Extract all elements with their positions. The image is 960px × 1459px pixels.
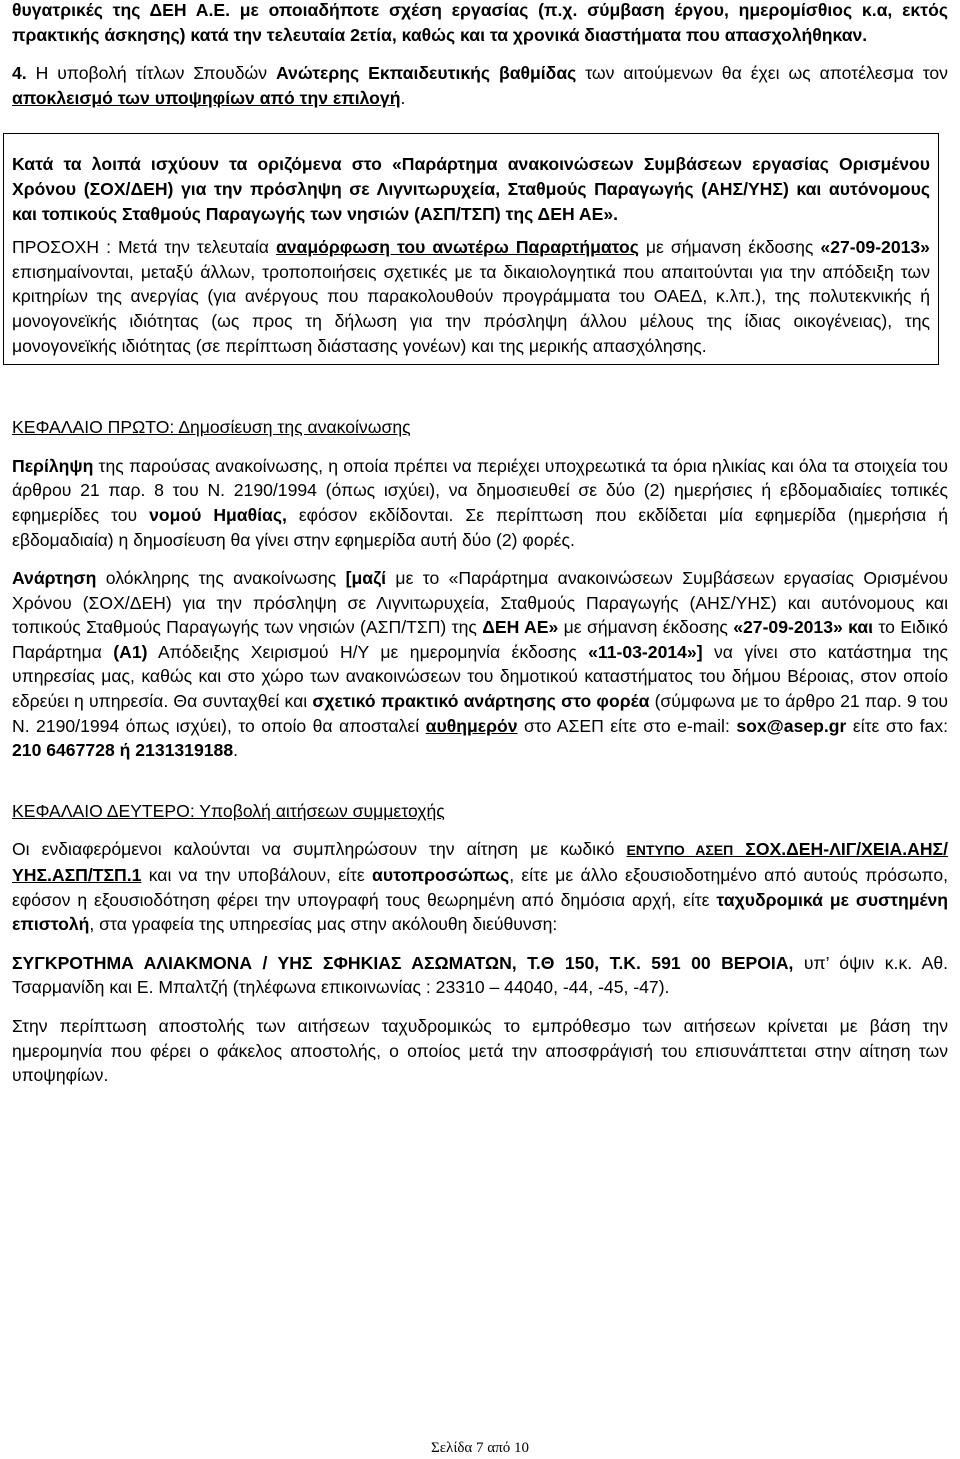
- notice-paragraph-1: Κατά τα λοιπά ισχύουν τα οριζόμενα στο «Παράρτημα ανακοινώσεων Συμβάσεων εργασίας Ορισμένου Χρόνου (ΣΟΧ/ΔΕΗ) για την πρόσληψη σε Λιγνιτωρυχεία, Σταθμούς Παραγωγής (ΑΗΣ/ΥΗΣ) και αυτόνομους και τοπικούς Σταθμούς Παραγωγής των νησιών (ΑΣΠ/ΤΣΠ) της ΔΕΗ ΑΕ».: [12, 154, 930, 224]
- attention-label: ΠΡΟΣΟΧΗ: [12, 237, 100, 258]
- notice-attention-paragraph: ΠΡΟΣΟΧΗ : Μετά την τελευταία αναμόρφωση του ανωτέρω Παραρτήματος με σήμανση έκδοσης «27-09-2013» επισημαίνονται, μεταξύ άλλων, τροποποιήσεις σχετικές με τα δικαιολογητικά που απαιτούνται για την απόδειξη των κριτηρίων της ανεργίας (για ανέργους που παρακολουθούν προγράμματα του ΟΑΕΔ, κ.λπ.), της πολυτεκνικής ή μονογονεϊκής ιδιότητας (ως προς τη δήλωση για την πρόσληψη άλλου μέλους της ίδιας οικογένειας), της μονογονεϊκής ιδιότητας (σε περίπτωση διάστασης γονέων) και της μερικής απασχόλησης.: [12, 237, 930, 356]
- document-page: [12, 0, 948, 1088]
- chapter-2-address-paragraph: ΣΥΓΚΡΟΤΗΜΑ ΑΛΙΑΚΜΟΝΑ / ΥΗΣ ΣΦΗΚΙΑΣ ΑΣΩΜΑΤΩΝ, Τ.Θ 150, Τ.Κ. 591 00 ΒΕΡΟΙΑ, υπ’ όψιν κ.κ. Αθ. Τσαρμανίδη και Ε. Μπαλτζή (τηλέφωνα επικοινωνίας : 23310 – 44040, -44, -45, -47).: [12, 952, 948, 998]
- notice-box: [3, 133, 939, 365]
- fax-numbers: 210 6467728 ή 2131319188: [12, 740, 234, 761]
- chapter-2-title: ΚΕΦΑΛΑΙΟ ΔΕΥΤΕΡΟ: Υποβολή αιτήσεων συμμετοχής: [12, 800, 445, 821]
- chapter-2-paragraph-1: Οι ενδιαφερόμενοι καλούνται να συμπληρώσουν την αίτηση με κωδικό ΕΝΤΥΠΟ ΑΣΕΠ ΣΟΧ.ΔΕΗ-ΛΙΓ/ΧΕΙΑ.ΑΗΣ/ΥΗΣ.ΑΣΠ/ΤΣΠ.1 και να την υποβάλουν, είτε αυτοπροσώπως, είτε με άλλο εξουσιοδοτημένο από αυτούς πρόσωπο, εφόσον η εξουσιοδότηση φέρει την υπογραφή τους θεωρημένη από δημόσια αρχή, είτε ταχυδρομικά με συστημένη επιστολή, στα γραφεία της υπηρεσίας μας στην ακόλουθη διεύθυνση:: [12, 839, 949, 935]
- page-label: Σελίδα: [431, 1440, 473, 1456]
- item-number: 4.: [12, 63, 27, 84]
- page-of: από: [487, 1440, 511, 1456]
- intro-text: θυγατρικές της ΔΕΗ Α.Ε. με οποιαδήποτε σχέση εργασίας (π.χ. σύμβαση έργου, ημερομίσθιος κ.α, εκτός πρακτικής άσκησης) κατά την τελευταία 2ετία, καθώς και τα χρονικά διαστήματα που απασχολήθηκαν.: [12, 0, 948, 45]
- intro-paragraph-1: [12, 0, 948, 47]
- form-code: ΣΟΧ.ΔΕΗ-ΛΙΓ/ΧΕΙΑ.ΑΗΣ/ΥΗΣ.ΑΣΠ/ΤΣΠ.1: [12, 839, 948, 886]
- email-address: sox@asep.gr: [736, 715, 847, 736]
- chapter-1-title: ΚΕΦΑΛΑΙΟ ΠΡΩΤΟ: Δημοσίευση της ανακοίνωσης: [12, 417, 411, 438]
- postal-address: ΣΥΓΚΡΟΤΗΜΑ ΑΛΙΑΚΜΟΝΑ / ΥΗΣ ΣΦΗΚΙΑΣ ΑΣΩΜΑΤΩΝ, Τ.Θ 150, Τ.Κ. 591 00 ΒΕΡΟΙΑ,: [12, 952, 794, 973]
- chapter-2-paragraph-3: Στην περίπτωση αποστολής των αιτήσεων ταχυδρομικώς το εμπρόθεσμο των αιτήσεων κρίνεται με βάση την ημερομηνία που φέρει ο φάκελος αποστολής, ο οποίος μετά την αποσφράγισή του επισυνάπτεται στην αίτηση των υποψηφίων.: [12, 1016, 948, 1086]
- intro-paragraph-2: 4. Η υποβολή τίτλων Σπουδών Ανώτερης Εκπαιδευτικής βαθμίδας των αιτούμενων θα έχει ως αποτέλεσμα τον αποκλεισμό των υποψηφίων από την επιλογή.: [12, 63, 948, 108]
- chapter-1-paragraph-2: Ανάρτηση ολόκληρης της ανακοίνωσης [μαζί με το «Παράρτημα ανακοινώσεων Συμβάσεων εργασίας Ορισμένου Χρόνου (ΣΟΧ/ΔΕΗ) για την πρόσληψη σε Λιγνιτωρυχεία, Σταθμούς Παραγωγής (ΑΗΣ/ΥΗΣ) και αυτόνομους και τοπικούς Σταθμούς Παραγωγής των νησιών (ΑΣΠ/ΤΣΠ) της ΔΕΗ ΑΕ» με σήμανση έκδοσης «27-09-2013» και το Ειδικό Παράρτημα (Α1) Απόδειξης Χειρισμού Η/Υ με ημερομηνία έκδοσης «11-03-2014»] να γίνει στο κατάστημα της υπηρεσίας μας, καθώς και στο χώρο των ανακοινώσεων του δημοτικού καταστήματος του δήμου Βέροιας, στον οποίο εδρεύει η υπηρεσία. Θα συνταχθεί και σχετικό πρακτικό ανάρτησης στο φορέα (σύμφωνα με το άρθρο 21 παρ. 9 του Ν. 2190/1994 όπως ισχύει), το οποίο θα αποσταλεί αυθημερόν στο ΑΣΕΠ είτε στο e-mail: sox@asep.gr είτε στο fax: 210 6467728 ή 2131319188.: [12, 568, 949, 761]
- page-footer: [0, 1440, 960, 1457]
- chapter-1-paragraph-1: Περίληψη της παρούσας ανακοίνωσης, η οποία πρέπει να περιέχει υποχρεωτικά τα όρια ηλικίας και όλα τα στοιχεία του άρθρου 21 παρ. 8 του Ν. 2190/1994 (όπως ισχύει), να δημοσιευθεί σε δύο (2) ημερήσιες ή εβδομαδιαίες τοπικές εφημερίδες του νομού Ημαθίας, εφόσον εκδίδονται. Σε περίπτωση που εκδίδεται μία εφημερίδα (ημερήσια ή εβδομαδιαία) η δημοσίευση θα γίνει στην εφημερίδα αυτή δύο (2) φορές.: [12, 455, 948, 550]
- page-total: 10: [513, 1440, 529, 1456]
- page-current: 7: [476, 1440, 484, 1456]
